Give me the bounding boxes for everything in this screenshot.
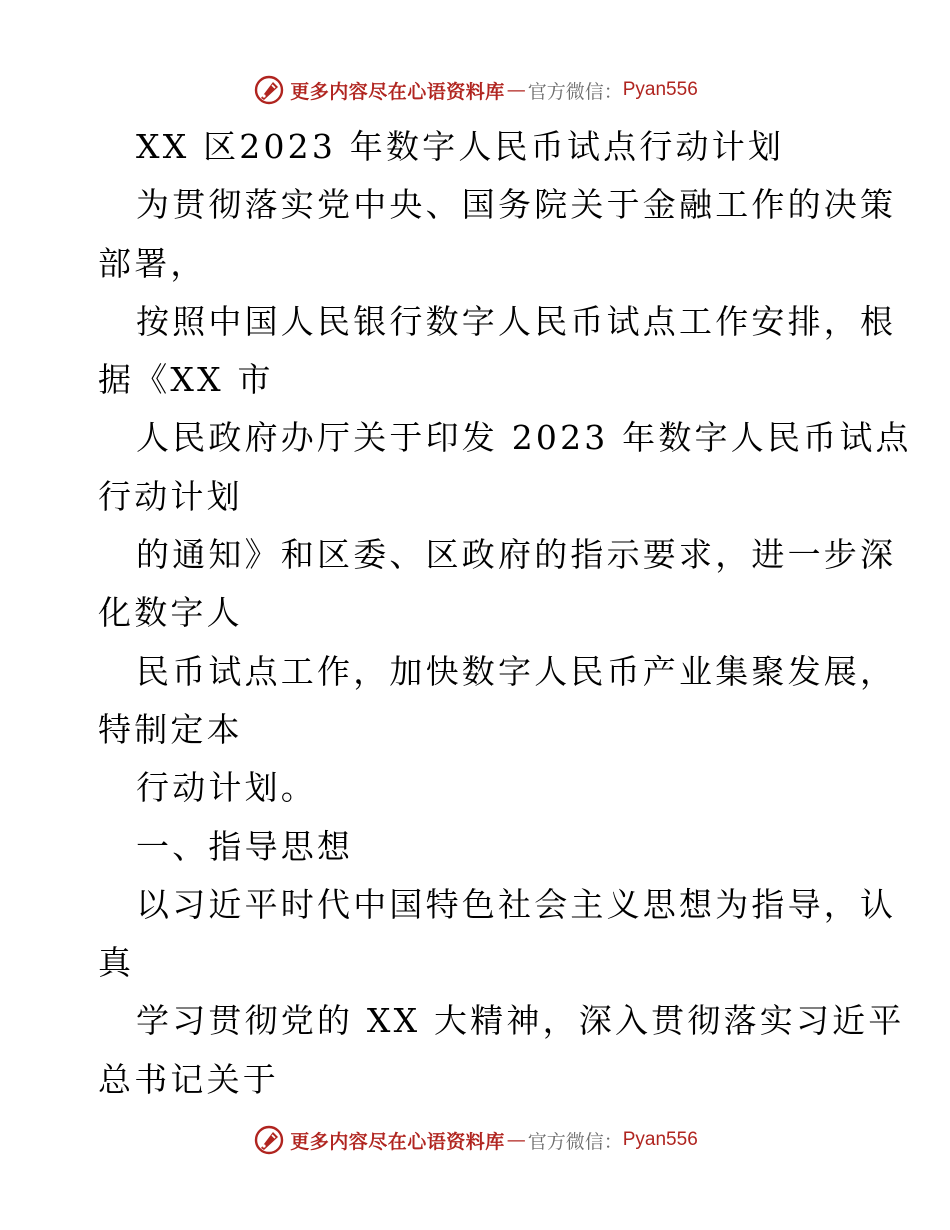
document-line: 以习近平时代中国特色社会主义思想为指导，认 — [136, 884, 897, 924]
document-line: 总书记关于 — [98, 1059, 279, 1099]
watermark-dash: — — [506, 1129, 526, 1151]
document-line: 特制定本 — [98, 709, 243, 749]
document-line: 的通知》和区委、区政府的指示要求，进一步深 — [136, 535, 897, 575]
document-line: 行动计划 — [98, 476, 243, 516]
document-line: 部署， — [98, 243, 207, 283]
document-line: 民币试点工作，加快数字人民币产业集聚发展， — [136, 651, 897, 691]
document-line: 行动计划。 — [136, 768, 317, 808]
document-body — [98, 118, 912, 1109]
document-line: 人民政府办厅关于印发 2023 年数字人民币试点 — [136, 418, 912, 458]
header-watermark-banner — [0, 70, 950, 110]
watermark-wechat-id: Pyan556 — [622, 79, 698, 100]
document-line: 据《XX 市 — [98, 360, 274, 400]
footer-watermark-banner — [0, 1120, 950, 1160]
document-line: 真 — [98, 943, 135, 983]
watermark-brand-text: 更多内容尽在心语资料库 — [290, 80, 505, 103]
document-line: 一、指导思想 — [136, 826, 354, 866]
document-line: 为贯彻落实党中央、国务院关于金融工作的决策 — [136, 185, 897, 225]
pen-nib-logo-icon — [252, 73, 286, 107]
document-line: 化数字人 — [98, 593, 243, 633]
document-line: 学习贯彻党的 XX 大精神，深入贯彻落实习近平 — [136, 1001, 905, 1041]
pen-nib-logo-icon — [252, 1123, 286, 1157]
watermark-wechat-id: Pyan556 — [622, 1129, 698, 1150]
watermark-official-label: 官方微信： — [527, 1130, 623, 1153]
document-line: XX 区2023 年数字人民币试点行动计划 — [136, 127, 785, 166]
watermark-official-label: 官方微信： — [527, 80, 623, 103]
watermark-brand-text: 更多内容尽在心语资料库 — [290, 1130, 505, 1153]
watermark-dash: — — [506, 79, 526, 101]
document-line: 按照中国人民银行数字人民币试点工作安排，根 — [136, 301, 897, 341]
